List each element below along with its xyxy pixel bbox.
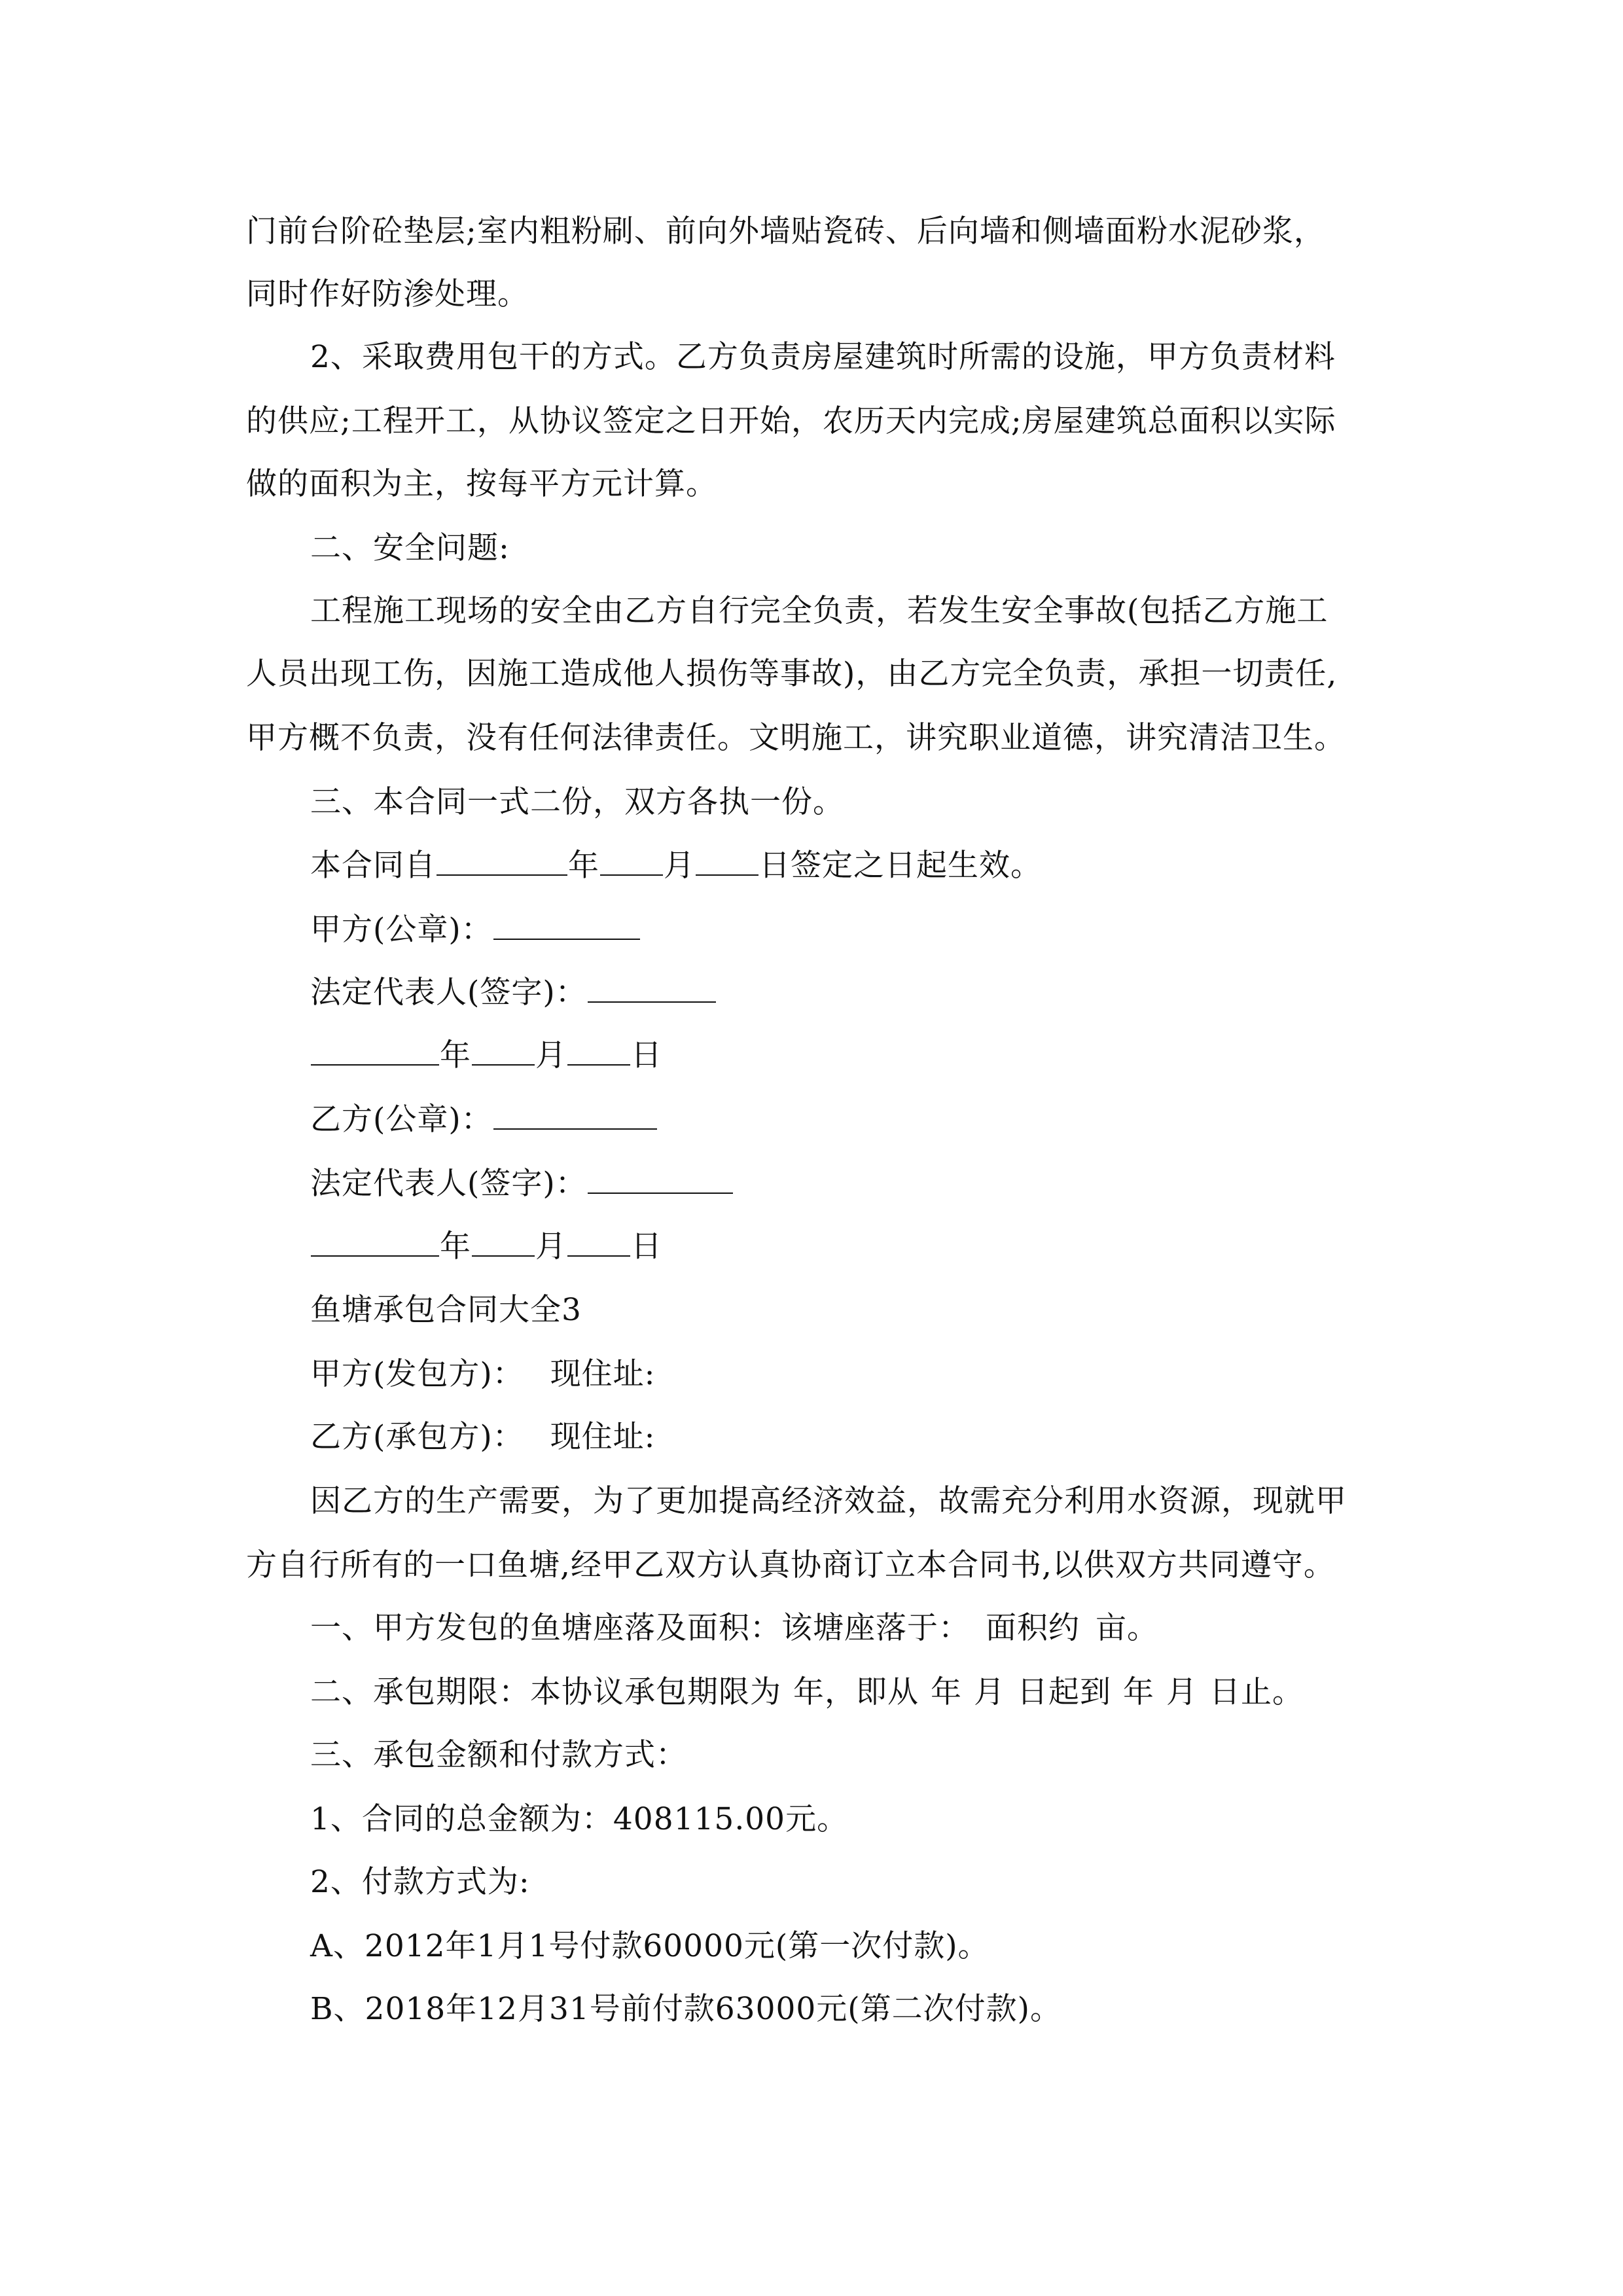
party-a-label: 甲方(发包方)： bbox=[310, 1356, 524, 1392]
year-label: 年 bbox=[568, 848, 599, 884]
party-b-date-line bbox=[310, 1227, 662, 1266]
clause-1-line bbox=[310, 1609, 1158, 1648]
body-line: 甲方概不负责，没有任何法律责任。文明施工，讲究职业道德，讲究清洁卫生。 bbox=[246, 720, 1346, 756]
day-label: 日 bbox=[631, 1037, 662, 1073]
year-label: 年 bbox=[440, 1037, 471, 1073]
body-line: 同时作好防渗处理。 bbox=[246, 276, 529, 312]
day-label: 日 bbox=[631, 1229, 662, 1265]
body-line: 方自行所有的一口鱼塘,经甲乙双方认真协商订立本合同书,以供双方共同遵守。 bbox=[246, 1547, 1335, 1583]
party-a-seal-line bbox=[310, 910, 641, 950]
party-b-rep-label: 法定代表人(签字)： bbox=[310, 1166, 587, 1202]
effective-suffix: 日签定之日起生效。 bbox=[759, 848, 1042, 884]
clause-2-d2: 日止。 bbox=[1209, 1674, 1304, 1710]
body-line: 门前台阶砼垫层;室内粗粉刷、前向外墙贴瓷砖、后向墙和侧墙面粉水泥砂浆， bbox=[246, 213, 1325, 249]
signature-blank bbox=[588, 1164, 733, 1194]
effective-date-line bbox=[310, 846, 1042, 886]
party-a-info-line bbox=[310, 1355, 656, 1394]
clause-2-d1: 日起到 bbox=[1017, 1674, 1111, 1710]
address-label: 现住址: bbox=[550, 1356, 656, 1392]
party-a-rep-label: 法定代表人(签字)： bbox=[310, 975, 587, 1011]
party-b-seal-line bbox=[310, 1100, 658, 1139]
seal-blank bbox=[493, 910, 640, 940]
month-blank bbox=[472, 1035, 535, 1066]
clause-2-m1: 月 bbox=[974, 1674, 1005, 1710]
party-a-date-line bbox=[310, 1035, 662, 1075]
address-label: 现住址: bbox=[550, 1419, 656, 1455]
clause-2-line bbox=[310, 1673, 1304, 1712]
body-line: 因乙方的生产需要，为了更加提高经济效益，故需充分利用水资源，现就甲 bbox=[310, 1483, 1347, 1519]
payment-b-line: B、2018年12月31号前付款63000元(第二次付款)。 bbox=[310, 1991, 1061, 2027]
item-2-line: 2、付款方式为: bbox=[310, 1864, 530, 1900]
body-line: 人员出现工伤，因施工造成他人损伤等事故)，由乙方完全负责，承担一切责任, bbox=[246, 656, 1338, 692]
party-b-info-line bbox=[310, 1418, 656, 1457]
payment-a-line: A、2012年1月1号付款60000元(第一次付款)。 bbox=[310, 1928, 990, 1964]
month-label: 月 bbox=[535, 1229, 567, 1265]
clause-2-m2: 月 bbox=[1166, 1674, 1198, 1710]
seal-blank bbox=[493, 1100, 657, 1130]
month-label: 月 bbox=[535, 1037, 567, 1073]
effective-prefix: 本合同自 bbox=[310, 848, 436, 884]
section-title: 鱼塘承包合同大全3 bbox=[310, 1292, 582, 1328]
body-line: 做的面积为主，按每平方元计算。 bbox=[246, 466, 717, 502]
month-blank bbox=[600, 846, 663, 876]
clause-2-lead: 二、承包期限：本协议承包期限为 bbox=[310, 1674, 781, 1710]
clause-2-years: 年，即从 bbox=[793, 1674, 919, 1710]
day-blank bbox=[567, 1035, 630, 1066]
body-line: 三、本合同一式二份，双方各执一份。 bbox=[310, 784, 844, 820]
clause-2-y2: 年 bbox=[1123, 1674, 1154, 1710]
month-blank bbox=[472, 1227, 535, 1257]
item-1-line: 1、合同的总金额为：408115.00元。 bbox=[310, 1801, 849, 1837]
signature-blank bbox=[588, 973, 716, 1003]
clause-2-y1: 年 bbox=[931, 1674, 962, 1710]
day-blank bbox=[567, 1227, 630, 1257]
day-blank bbox=[696, 846, 758, 876]
year-label: 年 bbox=[440, 1229, 471, 1265]
clause-3-line: 三、承包金额和付款方式： bbox=[310, 1737, 687, 1773]
party-a-seal-label: 甲方(公章)： bbox=[310, 912, 493, 948]
party-a-rep-line bbox=[310, 973, 717, 1013]
clause-1-text: 一、甲方发包的鱼塘座落及面积：该塘座落于： bbox=[310, 1610, 970, 1646]
body-line: 的供应;工程开工，从协议签定之日开始，农历天内完成;房屋建筑总面积以实际 bbox=[246, 403, 1336, 439]
body-line: 工程施工现场的安全由乙方自行完全负责，若发生安全事故(包括乙方施工 bbox=[310, 593, 1329, 629]
party-b-label: 乙方(承包方)： bbox=[310, 1419, 524, 1455]
year-blank bbox=[311, 1035, 439, 1066]
clause-1-area: 面积约 bbox=[986, 1610, 1080, 1646]
month-label: 月 bbox=[664, 848, 695, 884]
clause-1-unit: 亩。 bbox=[1096, 1610, 1158, 1646]
party-b-rep-line bbox=[310, 1164, 734, 1204]
section-heading: 二、安全问题: bbox=[310, 530, 510, 566]
year-blank bbox=[311, 1227, 439, 1257]
party-b-seal-label: 乙方(公章)： bbox=[310, 1102, 493, 1138]
year-blank bbox=[437, 846, 567, 876]
body-line: 2、采取费用包干的方式。乙方负责房屋建筑时所需的设施，甲方负责材料 bbox=[310, 339, 1336, 375]
